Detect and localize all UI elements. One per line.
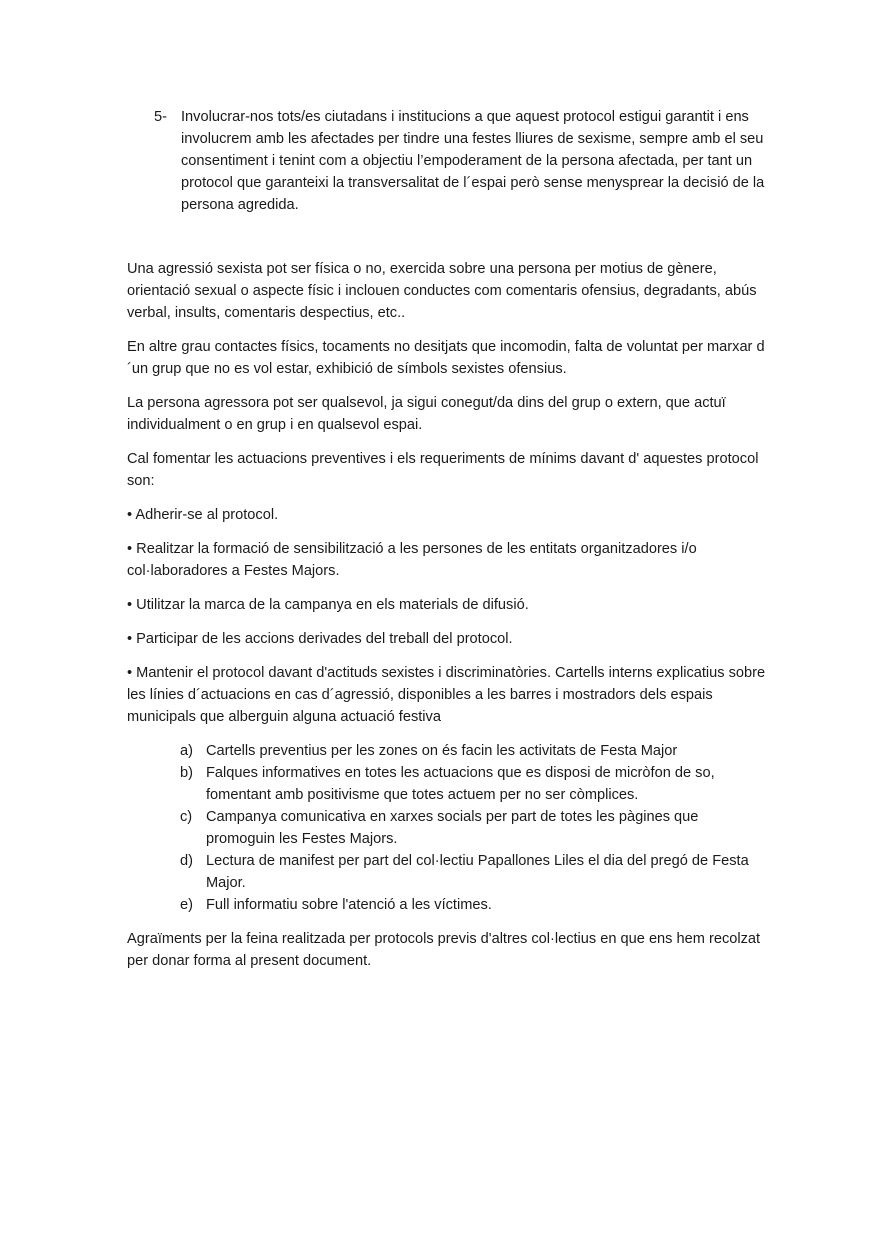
list-letter: b) [180, 765, 193, 781]
item-number: 5- [154, 109, 167, 125]
list-item-text: Cartells preventius per les zones on és facin les activitats de Festa Major [206, 743, 678, 759]
list-letter: c) [180, 809, 193, 825]
paragraph-preventive-actions: Cal fomentar les actuacions preventives i els requeriments de mínims davant d' aquestes protocol son: [127, 451, 759, 489]
list-item [127, 762, 767, 806]
paragraph-aggressor: La persona agressora pot ser qualsevol, ja sigui conegut/da dins del grup o extern, que actuï individualment o en grup i en qualsevol espai. [127, 395, 726, 433]
bullet-item: • Realitzar la formació de sensibilització a les persones de les entitats organitzadores i/o col·laboradores a Festes Majors. [127, 541, 697, 579]
list-item [127, 740, 767, 762]
list-item-text: Full informatiu sobre l'atenció a les víctimes. [206, 897, 492, 913]
paragraph-acknowledgements: Agraïments per la feina realitzada per protocols previs d'altres col·lectius en que ens hem recolzat per donar forma al present document. [127, 931, 761, 969]
list-item-text: Falques informatives en totes les actuacions que es disposi de micròfon de so, fomentant amb positivisme que totes actuem per no ser còmplices. [206, 765, 715, 803]
list-letter: d) [180, 853, 193, 869]
paragraph-definition: Una agressió sexista pot ser física o no, exercida sobre una persona per motius de gènere, orientació sexual o aspecte físic i inclouen conductes com comentaris ofensius, degradants, abús verbal, insults, comentaris despectius, etc.. [127, 261, 757, 321]
paragraph-physical-contact: En altre grau contactes físics, tocaments no desitjats que incomodin, falta de voluntat per marxar d´un grup que no es vol estar, exhibició de símbols sexistes ofensius. [127, 339, 765, 377]
list-item [127, 894, 767, 916]
list-item [127, 850, 767, 894]
bullet-item: • Utilitzar la marca de la campanya en els materials de difusió. [127, 597, 529, 613]
list-item-text: Campanya comunicativa en xarxes socials per part de totes les pàgines que promoguin les Festes Majors. [206, 809, 699, 847]
list-item [127, 806, 767, 850]
bullet-item: • Adherir-se al protocol. [127, 507, 279, 523]
body-text [127, 258, 767, 984]
list-item-text: Lectura de manifest per part del col·lectiu Papallones Liles el dia del pregó de Festa Major. [206, 853, 749, 891]
bullet-item: • Participar de les accions derivades del treball del protocol. [127, 631, 513, 647]
lettered-list [127, 740, 767, 916]
numbered-item-5 [154, 106, 774, 216]
bullet-item: • Mantenir el protocol davant d'actituds sexistes i discriminatòries. Cartells interns explicatius sobre les línies d´actuacions en cas d´agressió, disponibles a les barres i mostradors dels espais municipals que alberguin alguna actuació festiva [127, 665, 766, 725]
list-letter: e) [180, 897, 193, 913]
item-text: Involucrar-nos tots/es ciutadans i institucions a que aquest protocol estigui garantit i ens involucrem amb les afectades per tindre una festes lliures de sexisme, sempre amb el seu consentiment i tenint com a objectiu l’empoderament de la persona afectada, per tant un protocol que garanteixi la transversalitat de l´espai però sense menysprear la decisió de la persona agredida. [181, 109, 765, 213]
list-letter: a) [180, 743, 193, 759]
